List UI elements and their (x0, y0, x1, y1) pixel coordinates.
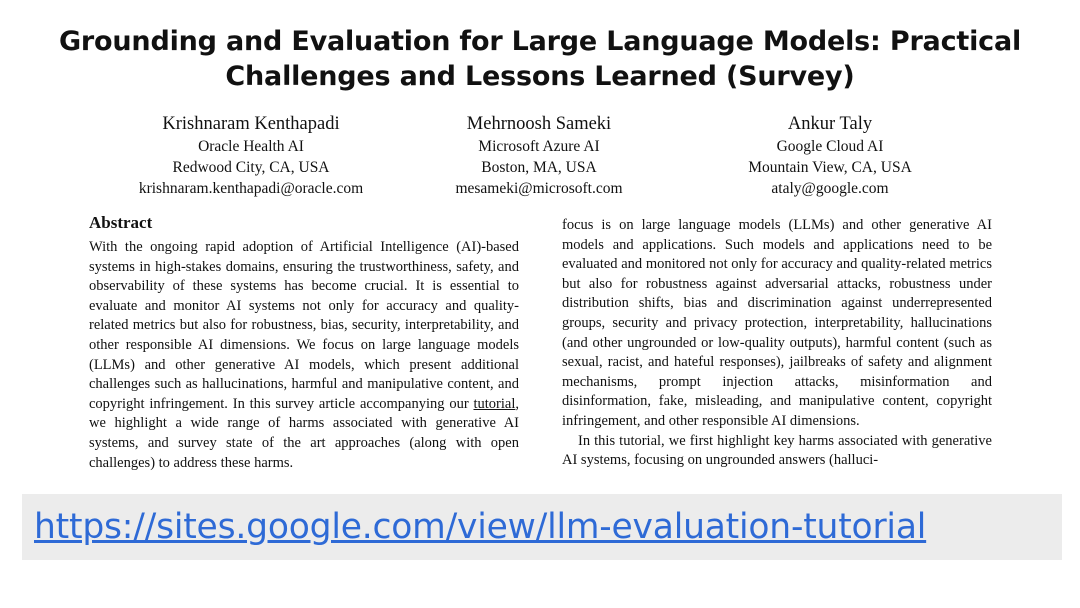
url-banner (22, 494, 1062, 560)
paper-title: Grounding and Evaluation for Large Language Models: Practical Challenges and Lessons Learned (Survey) (58, 26, 1022, 92)
tutorial-url-link[interactable]: https://sites.google.com/view/llm-evaluation-tutorial (34, 507, 927, 547)
author-email: krishnaram.kenthapadi@oracle.com (138, 180, 364, 197)
body-paragraph-2: In this tutorial, we first highlight key harms associated with generative AI systems, focusing on ungrounded answers (halluci- (562, 432, 992, 469)
author-name: Ankur Taly (787, 114, 873, 134)
author-location: Redwood City, CA, USA (172, 159, 330, 176)
abstract-text-before-link: With the ongoing rapid adoption of Artificial Intelligence (AI)-based systems in high-stakes domains, ensuring the trustworthiness, safety, and observability of these systems has become crucial. It is essential to evaluate and monitor AI systems not only for accuracy and quality-related metrics but also for robustness, bias, security, interpretability, and other responsible AI dimensions. We focus on large language models (LLMs) and other generative AI models, which present additional challenges such as hallucinations, harmful and manipulative content, and copyright infringement. In this survey article accompanying our (89, 239, 519, 412)
author-1 (96, 112, 406, 199)
abstract-heading: Abstract (89, 213, 153, 232)
author-2 (389, 112, 689, 199)
body-column (562, 216, 992, 471)
body-paragraph-1: focus is on large language models (LLMs) and other generative AI models and applications. Such models and applications need to be evaluated and monitored not only for accuracy and quality-related metrics but also for robustness against adversarial attacks, robustness under distribution shifts, bias and discrimination against underrepresented groups, security and privacy protection, interpretability, hallucinations (and other ungrounded or low-quality outputs), harmful content (such as sexual, racist, and hateful responses), jailbreaks of safety and alignment mechanisms, prompt injection attacks, misinformation and disinformation, fake, misleading, and manipulative content, copyright infringement, and other responsible AI dimensions. (562, 217, 992, 429)
author-location: Boston, MA, USA (481, 159, 597, 176)
abstract-text-after-link: , we highlight a wide range of harms associated with generative AI systems, and survey state of the art approaches (along with open challenges) to address these harms. (89, 395, 519, 471)
abstract-text (89, 238, 519, 473)
tutorial-link[interactable]: tutorial (473, 395, 516, 412)
author-block (0, 112, 1080, 202)
author-3 (680, 112, 980, 199)
author-name: Mehrnoosh Sameki (466, 114, 612, 134)
author-email: ataly@google.com (771, 180, 889, 197)
author-name: Krishnaram Kenthapadi (162, 114, 340, 134)
author-affiliation: Oracle Health AI (198, 138, 304, 155)
author-affiliation: Microsoft Azure AI (478, 138, 600, 155)
author-location: Mountain View, CA, USA (748, 159, 912, 176)
abstract-column (89, 212, 519, 473)
author-affiliation: Google Cloud AI (776, 138, 884, 155)
author-email: mesameki@microsoft.com (455, 180, 623, 197)
